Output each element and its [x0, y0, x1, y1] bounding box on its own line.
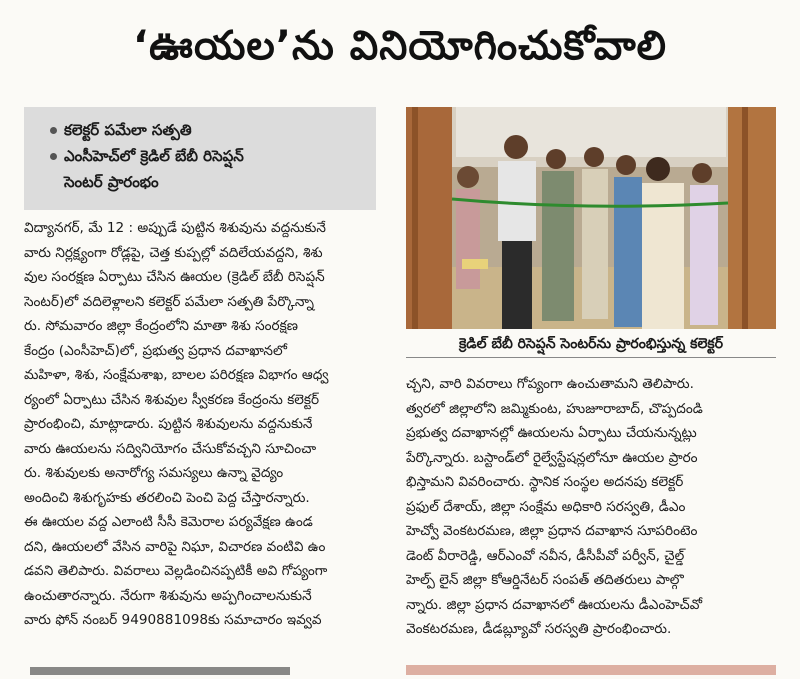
article-line: విద్యానగర్, మే 12 : అప్పుడే పుట్టిన శిశువును వద్దనుకునే: [24, 220, 326, 236]
bullet-icon: [50, 127, 57, 134]
highlight-text-1: కలెక్టర్ పమేలా సత్పతి: [64, 121, 192, 139]
highlight-item-2: [64, 143, 366, 169]
photo-illustration: [406, 107, 776, 329]
article-right-column: [406, 372, 776, 642]
article-line: హెచ్వో వెంకటరమణ, జిల్లా ప్రధాన దవాఖాన సూపరింటెం: [406, 523, 698, 539]
article-line: డవని తెలిపారు. వివరాలు వెల్లడించినప్పటికీ అవి గోప్యంగా: [24, 563, 328, 579]
highlights-box: [24, 107, 376, 210]
headline: ‘ఊయల’ను వినియోగించుకోవాలి: [132, 23, 668, 69]
article-line: పేర్కొన్నారు. బస్టాండ్‌లో రైల్వేస్టేషన్లలోనూ ఊయల ప్రారం: [406, 449, 698, 466]
highlight-text-2: ఎంసీహెచ్‌లో క్రెడిల్ బేబీ రిసెప్షన్: [64, 147, 244, 165]
highlight-item-1: [64, 117, 366, 143]
highlight-text-2-continued: సెంటర్ ప్రారంభం: [64, 173, 159, 191]
article-line: చ్చని, వారి వివరాలు గోప్యంగా ఉంచుతామని తెలిపారు.: [406, 376, 694, 392]
article-line: ఈ ఊయల వద్ద ఎలాంటి సీసీ కెమెరాల పర్యవేక్షణ ఉండ: [24, 514, 313, 530]
article-line: న్నారు. జిల్లా ప్రధాన దవాఖానలో ఊయలను డీఎంహెచ్‌వో: [406, 596, 703, 613]
article-line: భిస్తామని వివరించారు. స్థానిక సంస్థల అదనపు కలెక్టర్: [406, 474, 684, 490]
article-line: కేంద్రం (ఎంసీహెచ్)లో, ప్రభుత్వ ప్రధాన దవాఖానలో: [24, 342, 287, 359]
article-line: ర్యంలో ఏర్పాటు చేసిన శిశువుల స్వీకరణ కేంద్రంను కలెక్టర్: [24, 391, 320, 408]
article-line: మహిళా, శిశు, సంక్షేమశాఖ, బాలల పరిరక్షణ విభాగం ఆధ్వ: [24, 367, 329, 383]
article-line: సెంటర్)లో వదిలెళ్లాలని కలెక్టర్ పమేలా సత్పతి పేర్కొన్నా: [24, 293, 314, 310]
article-line: ఉంచుతారన్నారు. నేరుగా శిశువును అప్పగించాలనుకునే: [24, 587, 312, 604]
article-left-column: [24, 216, 386, 633]
news-photo: [406, 107, 776, 329]
article-line: వుల సంరక్షణ ఏర్పాటు చేసిన ఊయల (క్రెడిల్ బేబీ రిసెప్షన్: [24, 269, 325, 285]
article-line: వెంకటరమణ, డీడబ్ల్యూవో సరస్వతి ప్రారంభించారు.: [406, 621, 672, 637]
article-line: అందించి శిశుగృహకు తరలించి పెంచి పెద్ద చేస్తారన్నారు.: [24, 489, 310, 506]
article-line: ప్రభుత్వ దవాఖానల్లో ఊయలను ఏర్పాటు చేయనున్నట్లు: [406, 425, 697, 441]
article-line: వారు ఊయలను సద్వినియోగం చేసుకోవచ్చని సూచించా: [24, 440, 317, 457]
article-line: డెంట్ వీరారెడ్డి, ఆర్‌ఎంవో నవీన, డీసీపీవో పర్వీన్, చైల్డ్: [406, 547, 685, 564]
article-line: దని, ఊయలలో వేసిన వారిపై నిఘా, విచారణ వంటివి ఉం: [24, 538, 326, 555]
article-line: హెల్ప్ లైన్ జిల్లా కోఆర్డినేటర్ సంపత్ తదితరులు పాల్గొ: [406, 572, 684, 588]
article-line: ప్రఫుల్ దేశాయ్, జిల్లా సంక్షేమ అధికారి సరస్వతి, డీఎం: [406, 498, 686, 515]
photo-caption: క్రెడిల్ బేబీ రిసెప్షన్ సెంటర్‌ను ప్రారంభిస్తున్న కలెక్టర్: [458, 336, 723, 352]
caption-rule: [406, 357, 776, 358]
article-line: త్వరలో జిల్లాలోని జమ్మికుంట, హుజూరాబాద్, చొప్పదండి: [406, 400, 703, 417]
article-line: ప్రారంభించి, మాట్లాడారు. పుట్టిన శిశువులను వద్దనుకునే: [24, 416, 313, 432]
article-line: వారు నిర్లక్ష్యంగా రోడ్లపై, చెత్త కుప్పల్లో వదిలేయవద్దని, శిశు: [24, 244, 323, 261]
bullet-icon: [50, 153, 57, 160]
strip-graphic: [0, 663, 800, 675]
article-line: రు. శిశువులకు అనారోగ్య సమస్యలు ఉన్నా వైద్యం: [24, 465, 284, 481]
article-line: వారు ఫోన్ నంబర్ 9490881098కు సమాచారం ఇవ్వవ: [24, 612, 322, 628]
next-article-strip: [0, 660, 800, 672]
article-line: రు. సోమవారం జిల్లా కేంద్రంలోని మాతా శిశు సంరక్షణ: [24, 318, 298, 334]
